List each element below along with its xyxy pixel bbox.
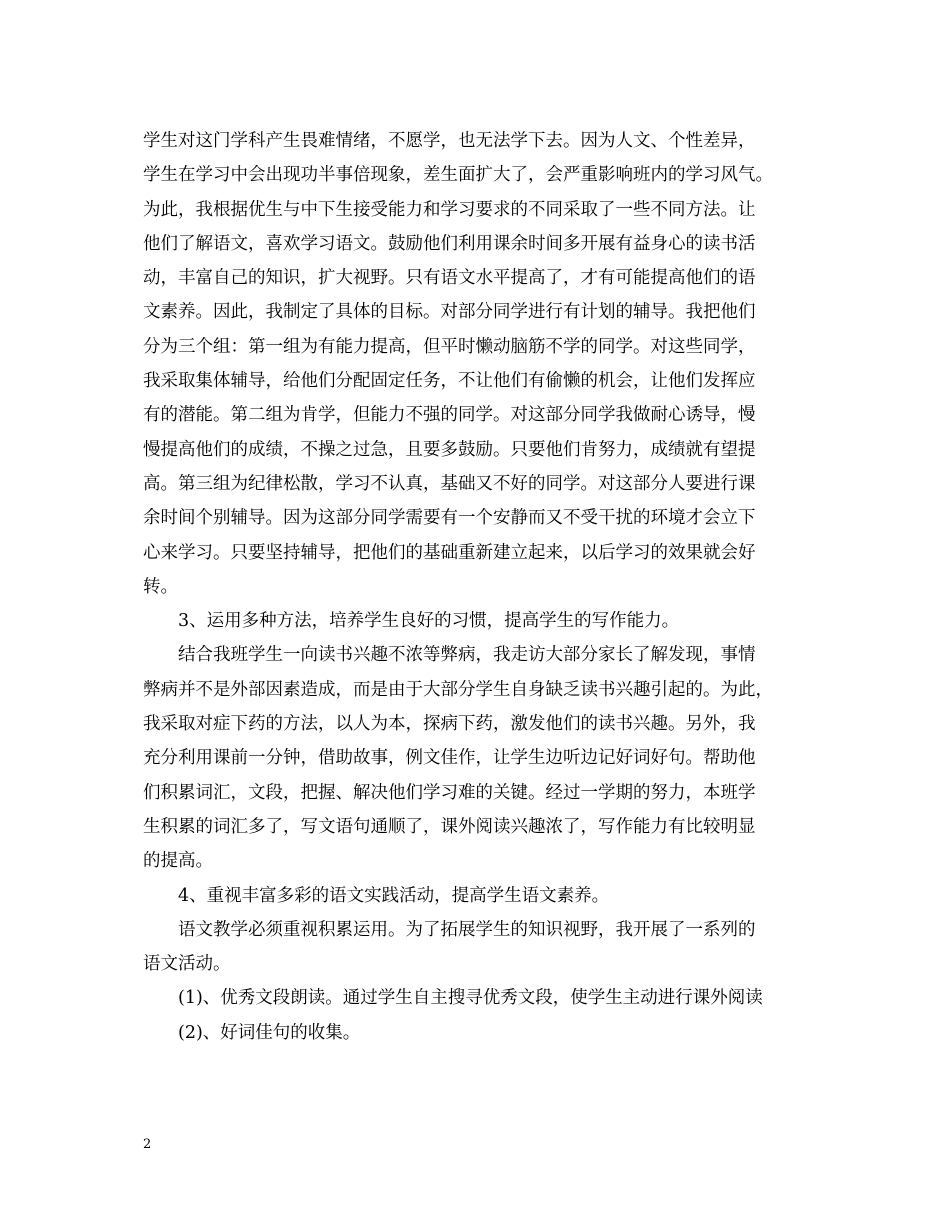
body-text [143, 124, 811, 1050]
page-number: 2 [143, 1137, 152, 1152]
section-heading-4: 4、重视丰富多彩的语文实践活动，提高学生语文素养。 [178, 885, 610, 906]
text-line: 们积累词汇，文段，把握、解决他们学习难的关键。经过一学期的努力，本班学 [143, 782, 756, 803]
text-line: 余时间个别辅导。因为这部分同学需要有一个安静而又不受干扰的环境才会立下 [143, 508, 756, 529]
text-line: 生积累的词汇多了，写文语句通顺了，课外阅读兴趣浓了，写作能力有比较明显 [143, 816, 756, 837]
text-line: 我采取集体辅导，给他们分配固定任务，不让他们有偷懒的机会，让他们发挥应 [143, 371, 756, 392]
text-line: 为此，我根据优生与中下生接受能力和学习要求的不同采取了一些不同方法。让 [143, 199, 756, 220]
text-line: 动，丰富自己的知识，扩大视野。只有语文水平提高了，才有可能提高他们的语 [143, 268, 756, 289]
text-line: 语文活动。 [143, 954, 231, 975]
text-line: 他们了解语文，喜欢学习语文。鼓励他们利用课余时间多开展有益身心的读书活 [143, 233, 756, 254]
list-item-1: (1)、优秀文段朗读。通过学生自主搜寻优秀文段，使学生主动进行课外阅读 [178, 988, 763, 1009]
text-line: 学生对这门学科产生畏难情绪，不愿学，也无法学下去。因为人文、个性差异， [143, 131, 756, 151]
section-heading-3: 3、运用多种方法，培养学生良好的习惯，提高学生的写作能力。 [178, 611, 680, 632]
text-line: 有的潜能。第二组为肯学，但能力不强的同学。对这部分同学我做耐心诱导，慢 [143, 405, 756, 426]
text-line: 学生在学习中会出现功半事倍现象，差生面扩大了，会严重影响班内的学习风气。 [143, 165, 773, 186]
text-line: 分为三个组：第一组为有能力提高，但平时懒动脑筋不学的同学。对这些同学， [143, 336, 756, 357]
text-line: 心来学习。只要坚持辅导，把他们的基础重新建立起来，以后学习的效果就会好 [143, 542, 756, 563]
text-line: 弊病并不是外部因素造成，而是由于大部分学生自身缺乏读书兴趣引起的。为此， [143, 679, 773, 700]
text-line: 慢提高他们的成绩，不操之过急，且要多鼓励。只要他们肯努力，成绩就有望提 [143, 439, 756, 460]
text-line: 转。 [143, 576, 178, 597]
text-line: 充分利用课前一分钟，借助故事，例文佳作，让学生边听边记好词好句。帮助他 [143, 748, 756, 769]
text-line: 语文教学必须重视积累运用。为了拓展学生的知识视野，我开展了一系列的 [178, 919, 756, 940]
text-line: 我采取对症下药的方法，以人为本，探病下药，激发他们的读书兴趣。另外，我 [143, 714, 756, 735]
list-item-2: (2)、好词佳句的收集。 [178, 1022, 361, 1043]
text-line: 高。第三组为纪律松散，学习不认真，基础又不好的同学。对这部分人要进行课 [143, 473, 756, 494]
text-line: 结合我班学生一向读书兴趣不浓等弊病，我走访大部分家长了解发现，事情 [178, 645, 756, 666]
text-line: 文素养。因此，我制定了具体的目标。对部分同学进行有计划的辅导。我把他们 [143, 302, 756, 323]
text-line: 的提高。 [143, 851, 213, 872]
